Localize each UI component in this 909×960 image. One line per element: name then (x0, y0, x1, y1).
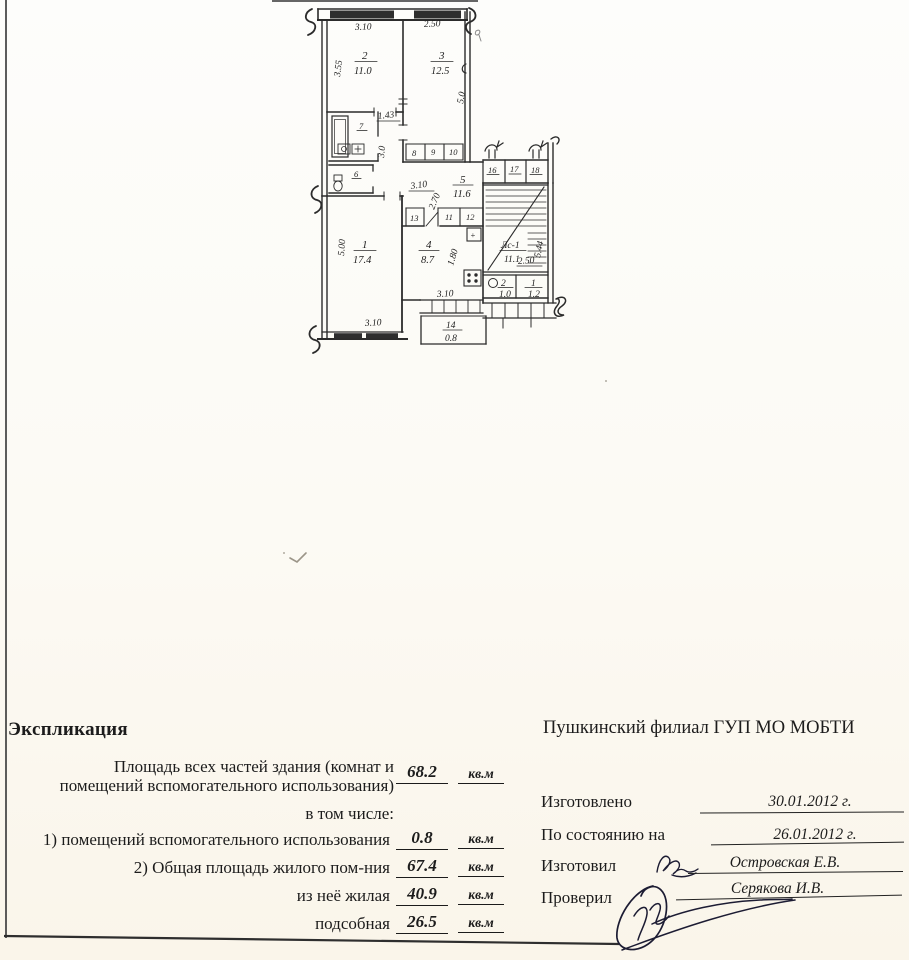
chute-area: 1.0 (499, 290, 511, 300)
row-label: 1) помещений вспомогательного использования (42, 830, 390, 849)
row-label: 2) Общая площадь жилого пом-ния (133, 858, 390, 877)
row-value: 67.4 (396, 856, 448, 878)
lift-area: 1.2 (528, 290, 540, 300)
including-label: в том числе: (305, 804, 394, 823)
dim-room1-width: 3.10 (364, 318, 382, 329)
row-value: 26.5 (396, 912, 448, 934)
plus-mark: + (470, 230, 476, 240)
room2-number: 2 (362, 50, 368, 62)
vent-16: 16 (488, 165, 497, 175)
row-unit: кв.м (458, 887, 504, 905)
explication-title: Экспликация (8, 719, 128, 740)
dim-corridor-depth: 2.70 (427, 191, 444, 212)
dim-room2-width: 3.10 (354, 22, 372, 33)
room2-area: 11.0 (354, 66, 372, 77)
explication-row (6, 830, 506, 854)
field-value-proveril: Серякова И.В. (730, 880, 825, 897)
row-unit: кв.м (458, 859, 504, 877)
stairwell-area: 11.1 (504, 255, 520, 265)
total-area-label: Площадь всех частей здания (комнат и помещений вспомогательного использования) (59, 757, 394, 795)
proveril-signature-oval (617, 886, 667, 950)
row-unit: кв.м (458, 915, 504, 933)
dim-corridor-width: 3.10 (410, 179, 428, 192)
balcony-number: 14 (446, 321, 456, 331)
closet-12: 12 (466, 212, 475, 222)
explication-row (6, 914, 506, 938)
total-area-value: 68.2 (396, 762, 448, 784)
room3-number: 3 (439, 50, 445, 62)
field-label-izgotovil: Изготовил (541, 856, 617, 875)
plan-walls (318, 9, 556, 344)
field-value-izgotovleno: 30.01.2012 г. (768, 793, 852, 810)
vent-18: 18 (531, 165, 540, 175)
dim-stair-depth: 5.44 (533, 240, 547, 259)
row-value: 40.9 (396, 884, 448, 906)
dim-hall-depth: 3.0 (377, 145, 389, 159)
closet-9: 9 (431, 147, 436, 157)
proveril-signature-tail (622, 899, 795, 950)
closet-8: 8 (412, 148, 417, 158)
plan-labels (333, 19, 547, 344)
field-label-proveril: Проверил (541, 888, 612, 907)
dim-stair-width: 2.50 (517, 255, 535, 267)
balcony-area: 0.8 (445, 334, 457, 344)
field-value-po-sostoyaniyu: 26.01.2012 г. (773, 826, 857, 843)
row-unit: кв.м (458, 831, 504, 849)
field-value-izgotovil: Островская Е.В. (729, 854, 841, 871)
closet-10: 10 (449, 147, 458, 157)
vent-17: 17 (510, 164, 519, 174)
dim-room3-width: 2.50 (423, 19, 441, 30)
total-area-unit: кв.м (458, 766, 504, 784)
row-label: из неё жилая (296, 886, 390, 905)
field-label-izgotovleno: Изготовлено (541, 792, 632, 811)
row-label: подсобная (315, 914, 390, 933)
room1-number: 1 (362, 239, 368, 251)
kitchen-area: 8.7 (421, 255, 435, 266)
page-frame (4, 0, 619, 944)
stairwell-number: Лс-1 (501, 241, 520, 251)
wc-number: 6 (354, 169, 359, 179)
corridor-number: 5 (460, 174, 466, 186)
stair-treads (486, 190, 546, 263)
chute-number: 2 (501, 279, 506, 289)
dim-kitchen-width: 3.10 (436, 289, 454, 300)
lift-number: 1 (531, 279, 536, 289)
field-line (700, 811, 904, 813)
dim-hall-width: 1.43 (377, 110, 395, 122)
explication-row (6, 858, 506, 882)
proveril-signature-inner (634, 904, 669, 940)
field-label-po-sostoyaniyu: По состоянию на (541, 825, 666, 844)
explication-row (6, 886, 506, 910)
closet-11: 11 (445, 212, 453, 222)
dim-room3-depth: 5.0 (456, 91, 469, 105)
dim-room2-depth: 3.55 (333, 59, 346, 78)
row-value: 0.8 (396, 828, 448, 850)
room1-area: 17.4 (353, 255, 372, 266)
corridor-area: 11.6 (453, 189, 471, 200)
dim-kitchen-depth: 1.80 (446, 248, 461, 267)
office-name: Пушкинский филиал ГУП МО МОБТИ (543, 718, 855, 738)
dim-room1-depth: 5.00 (337, 238, 349, 257)
kitchen-number: 4 (426, 239, 432, 251)
bath-number: 7 (359, 121, 364, 131)
closet-13: 13 (410, 213, 419, 223)
room3-area: 12.5 (431, 66, 450, 77)
scan-marks (283, 8, 607, 562)
